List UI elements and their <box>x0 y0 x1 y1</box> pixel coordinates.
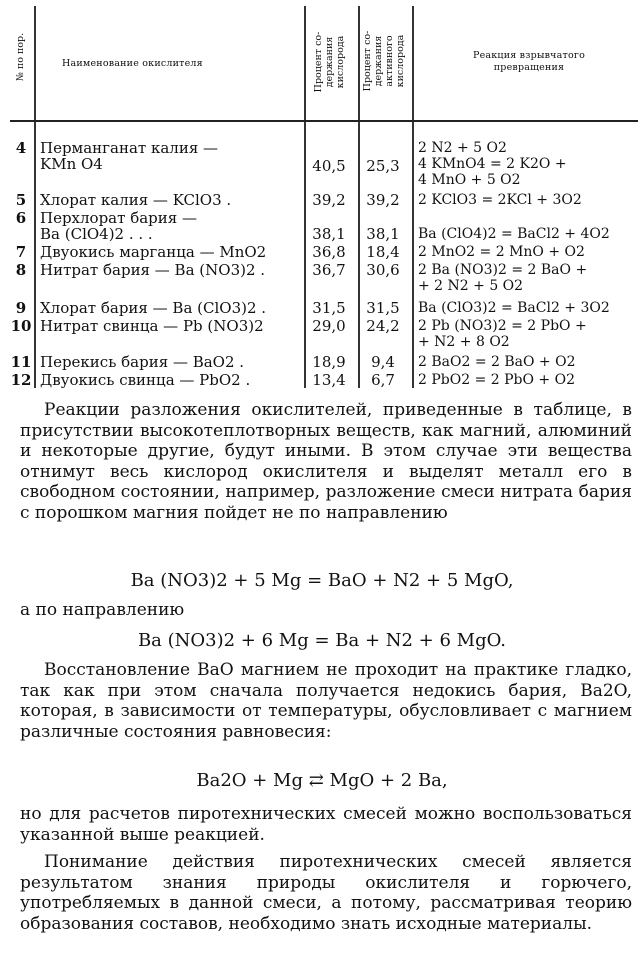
reaction: 2 Ba (NO3)2 = 2 BaO + + 2 N2 + 5 O2 <box>418 262 588 294</box>
oxygen-percent: 29,0 <box>312 317 346 335</box>
oxidizer-table <box>10 6 638 390</box>
oxidizer-name: Перманганат калия — KMn O4 <box>40 139 219 173</box>
oxygen-percent: 18,9 <box>312 353 346 371</box>
active-oxygen-percent: 25,3 <box>366 157 400 175</box>
equation-1: Ba (NO3)2 + 5 Mg = BaO + N2 + 5 MgO, <box>130 570 514 591</box>
header-active-oxygen-percent: Процент со- держания активного кислорода <box>362 30 406 92</box>
column-divider <box>412 6 414 388</box>
oxygen-percent: 13,4 <box>312 371 346 389</box>
reaction: 2 Pb (NO3)2 = 2 PbO + + N2 + 8 O2 <box>418 318 587 350</box>
equation-3: Ba2O + Mg ⇄ MgO + 2 Ba, <box>196 770 448 791</box>
reaction: 2 N2 + 5 O2 4 KMnO4 = 2 K2O + 4 MnO + 5 O2 <box>418 140 567 188</box>
active-oxygen-percent: 30,6 <box>366 261 400 279</box>
oxidizer-name: Двуокись свинца — PbO2 . <box>40 371 251 389</box>
oxygen-percent: 40,5 <box>312 157 346 175</box>
row-number: 10 <box>10 317 32 335</box>
row-number: 8 <box>15 261 27 279</box>
row-number: 12 <box>10 371 32 389</box>
oxidizer-name: Двуокись марганца — MnO2 <box>40 243 267 261</box>
oxidizer-name: Нитрат свинца — Pb (NO3)2 <box>40 317 264 335</box>
active-oxygen-percent: 18,4 <box>366 243 400 261</box>
row-number: 6 <box>15 209 27 227</box>
active-oxygen-percent: 31,5 <box>366 299 400 317</box>
oxygen-percent: 38,1 <box>312 225 346 243</box>
oxygen-percent: 39,2 <box>312 191 346 209</box>
row-number: 11 <box>10 353 32 371</box>
paragraph-calculation-note: но для расчетов пиротехнических смесей можно воспользоваться указанной выше реакцией. <box>20 804 632 845</box>
active-oxygen-percent: 6,7 <box>371 371 395 389</box>
header-name: Наименование окислителя <box>62 58 203 69</box>
paragraph-decomposition: Реакции разложения окислителей, приведенные в таблице, в присутствии высокотеплотворных веществ, как магний, алюминий и некоторые другие, будут иными. В этом случае эти вещества отнимут весь кислород окислителя и выделят металл его в свободном состоянии, например, разложение смеси нитрата бария с порошком магния пойдет не по направлению <box>20 400 632 523</box>
reaction: 2 KClO3 = 2KCl + 3O2 <box>418 192 582 208</box>
reaction: 2 MnO2 = 2 MnO + O2 <box>418 244 585 260</box>
header-number: № по пор. <box>15 32 26 82</box>
oxidizer-name: Хлорат бария — Ba (ClO3)2 . <box>40 299 267 317</box>
paragraph-transition: а по направлению <box>20 600 185 620</box>
equation-2: Ba (NO3)2 + 6 Mg = Ba + N2 + 6 MgO. <box>137 630 507 651</box>
oxidizer-name: Перхлорат бария — Ba (ClO4)2 . . . <box>40 209 197 243</box>
paragraph-understanding: Понимание действия пиротехнических смесей является результатом знания природы окислителя и горючего, употребляемых в данной смеси, а потому, рассматривая теорию образования составов, необходимо знать исходные материалы. <box>20 852 632 934</box>
reaction: Ba (ClO4)2 = BaCl2 + 4O2 <box>418 226 610 242</box>
header-oxygen-percent: Процент со- держания кислорода <box>313 31 346 93</box>
header-reaction: Реакция взрывчатого превращения <box>472 50 585 73</box>
row-number: 4 <box>15 139 27 157</box>
oxidizer-name: Перекись бария — BaO2 . <box>40 353 245 371</box>
active-oxygen-percent: 24,2 <box>366 317 400 335</box>
active-oxygen-percent: 38,1 <box>366 225 400 243</box>
active-oxygen-percent: 9,4 <box>371 353 395 371</box>
reaction: 2 PbO2 = 2 PbO + O2 <box>418 372 575 388</box>
oxygen-percent: 36,7 <box>312 261 346 279</box>
oxygen-percent: 36,8 <box>312 243 346 261</box>
row-number: 5 <box>15 191 27 209</box>
active-oxygen-percent: 39,2 <box>366 191 400 209</box>
reaction: 2 BaO2 = 2 BaO + O2 <box>418 354 576 370</box>
oxidizer-name: Нитрат бария — Ba (NO3)2 . <box>40 261 266 279</box>
paragraph-reduction: Восстановление BaO магнием не проходит на практике гладко, так как при этом сначала получается недокись бария, Ba2O, которая, в зависимости от температуры, обусловливает с магнием различные состояния равновесия: <box>20 660 632 742</box>
oxygen-percent: 31,5 <box>312 299 346 317</box>
row-number: 9 <box>15 299 27 317</box>
reaction: Ba (ClO3)2 = BaCl2 + 3O2 <box>418 300 610 316</box>
column-divider <box>34 6 36 388</box>
row-number: 7 <box>15 243 27 261</box>
header-rule <box>10 120 638 122</box>
oxidizer-name: Хлорат калия — KClO3 . <box>40 191 232 209</box>
